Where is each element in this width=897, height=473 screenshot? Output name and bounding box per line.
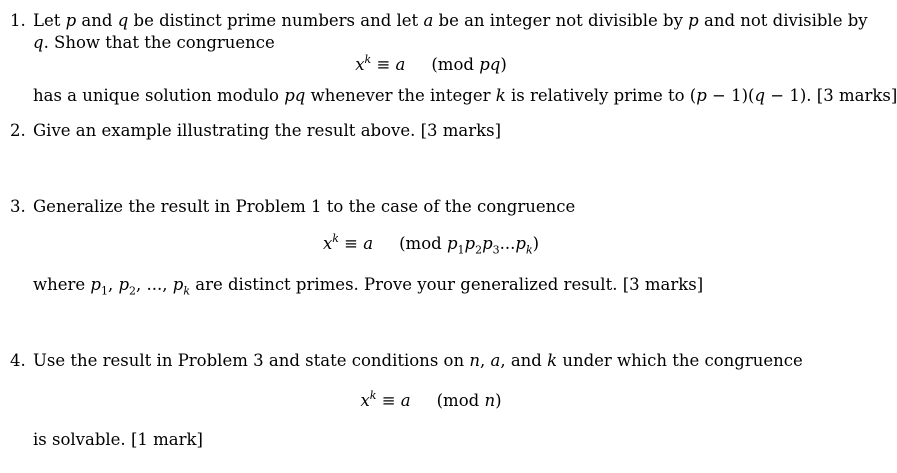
problem-4-conclusion: is solvable. [1 mark] (33, 430, 203, 449)
problem-1-conclusion: has a unique solution modulo pq whenever the integer k is relatively prime to (p − 1)(q − 1). [3 marks] (33, 86, 897, 105)
problem-4-equation: $x^k \equiv a$ (mod n) (360, 388, 502, 410)
problem-3-marks: [3 marks] (622, 275, 704, 294)
problem-4-number: 4. (10, 351, 26, 370)
problem-2-number: 2. (10, 121, 26, 140)
problem-2-marks: [3 marks] (420, 121, 502, 140)
problem-3-conclusion: where $p_1$, $p_2$, ..., $p_k$ are distinct primes. Prove your generalized result. [3 marks] (33, 275, 704, 298)
problem-1-line-2: q. Show that the congruence (33, 33, 275, 52)
problem-3-equation: $x^k \equiv a$ (mod $p_1p_2p_3...p_k$) (322, 231, 540, 257)
problem-4-marks: [1 mark] (130, 430, 203, 449)
problem-3-number: 3. (10, 197, 26, 216)
problem-1-equation: $x^k \equiv a$ (mod pq) (355, 52, 507, 74)
problem-3-line-1: Generalize the result in Problem 1 to the case of the congruence (33, 197, 576, 216)
problem-2-line-1: Give an example illustrating the result above. [3 marks] (33, 121, 502, 140)
problem-4-line-1: Use the result in Problem 3 and state conditions on n, a, and k under which the congruence (33, 351, 803, 370)
problem-1-marks: [3 marks] (816, 86, 897, 105)
problem-1-line-1: Let p and q be distinct prime numbers and let a be an integer not divisible by p and not divisible by (33, 11, 868, 30)
problem-1-number: 1. (10, 11, 26, 30)
